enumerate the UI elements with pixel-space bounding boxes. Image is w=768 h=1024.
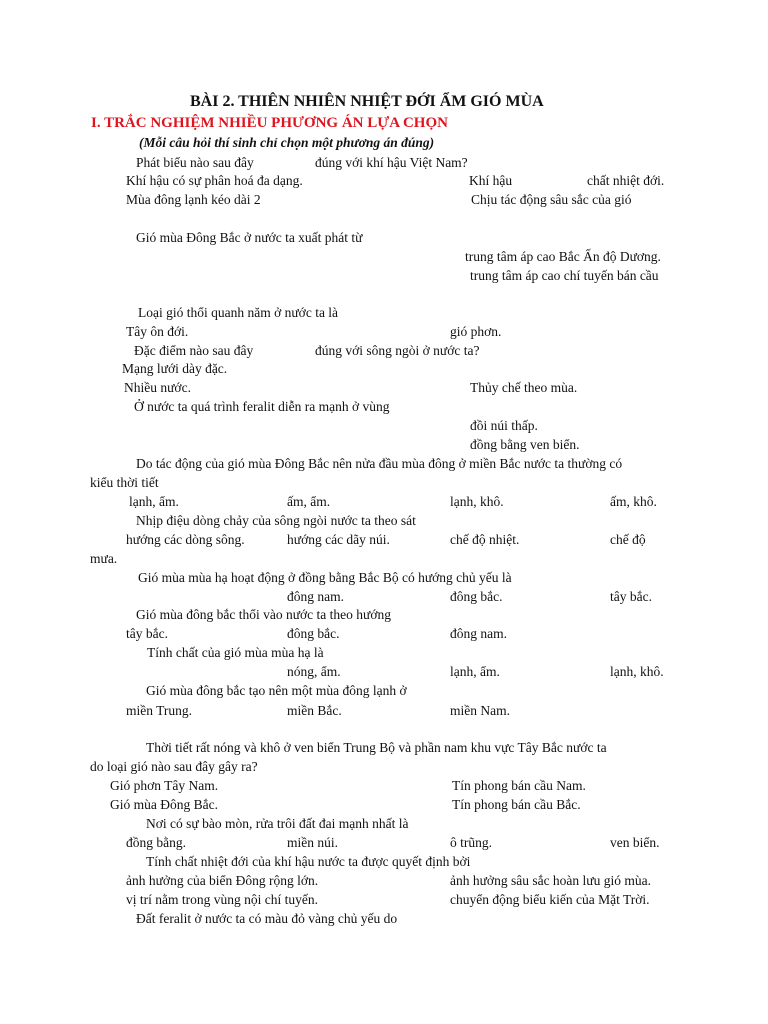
question-12-option-c: Gió mùa Đông Bắc. — [110, 797, 218, 812]
question-5-stem: Ở nước ta quá trình feralit diễn ra mạnh ở vùng — [134, 399, 390, 414]
question-1-stem-part-2: đúng với khí hậu Việt Nam? — [315, 155, 468, 170]
question-14-stem: Tính chất nhiệt đới của khí hậu nước ta được quyết định bởi — [146, 854, 471, 869]
question-9-option-c: đông nam. — [450, 626, 507, 641]
question-11-option-a: miền Trung. — [126, 703, 193, 718]
document-title: BÀI 2. THIÊN NHIÊN NHIỆT ĐỚI ẨM GIÓ MÙA — [190, 93, 544, 110]
question-8-stem: Gió mùa mùa hạ hoạt động ở đồng bằng Bắc Bộ có hướng chủ yếu là — [138, 570, 512, 585]
question-14-option-d: chuyển động biểu kiến của Mặt Trời. — [450, 892, 650, 907]
question-2-stem: Gió mùa Đông Bắc ở nước ta xuất phát từ — [136, 230, 363, 245]
question-10-option-c: lạnh, ẩm. — [450, 664, 500, 679]
question-9-option-a: tây bắc. — [126, 626, 168, 641]
question-6-option-d: ấm, khô. — [610, 494, 657, 509]
question-13-option-d: ven biển. — [610, 835, 660, 850]
question-12-option-d: Tín phong bán cầu Bắc. — [452, 797, 581, 812]
question-4-stem-part-1: Đặc điểm nào sau đây — [134, 343, 254, 358]
question-7-option-d: chế độ — [610, 532, 646, 547]
question-8-option-d: tây bắc. — [610, 589, 652, 604]
question-12-option-b: Tín phong bán cầu Nam. — [452, 778, 586, 793]
question-12-option-a: Gió phơn Tây Nam. — [110, 778, 219, 793]
question-11-option-b: miền Bắc. — [287, 703, 342, 718]
question-10-option-b: nóng, ẩm. — [287, 664, 341, 679]
question-7-option-b: hướng các dãy núi. — [287, 532, 390, 547]
question-9-option-b: đông bắc. — [287, 626, 340, 641]
question-6-option-b: ấm, ẩm. — [287, 494, 331, 509]
question-14-option-c: vị trí nằm trong vùng nội chí tuyến. — [126, 892, 318, 907]
question-7-option-a: hướng các dòng sông. — [126, 532, 245, 547]
question-6-option-c: lạnh, khô. — [450, 494, 504, 509]
section-heading: I. TRẮC NGHIỆM NHIỀU PHƯƠNG ÁN LỰA CHỌN — [91, 115, 448, 131]
question-1-option-d: Chịu tác động sâu sắc của gió — [471, 192, 632, 207]
question-14-option-b: ảnh hưởng sâu sắc hoàn lưu gió mùa. — [450, 873, 651, 888]
question-10-option-d: lạnh, khô. — [610, 664, 664, 679]
question-13-option-a: đồng bằng. — [126, 835, 186, 850]
question-4-stem-part-2: đúng với sông ngòi ở nước ta? — [315, 343, 480, 358]
question-12-stem-line-1: Thời tiết rất nóng và khô ở ven biển Trung Bộ và phần nam khu vực Tây Bắc nước ta — [146, 740, 607, 755]
question-8-option-c: đông bắc. — [450, 589, 503, 604]
question-3-stem: Loại gió thổi quanh năm ở nước ta là — [138, 305, 339, 320]
question-9-stem: Gió mùa đông bắc thổi vào nước ta theo hướng — [136, 607, 391, 622]
question-7-stem: Nhịp điệu dòng chảy của sông ngòi nước ta theo sát — [136, 513, 416, 528]
question-13-stem: Nơi có sự bào mòn, rửa trôi đất đai mạnh nhất là — [146, 816, 409, 831]
question-1-option-b-part-2: chất nhiệt đới. — [587, 173, 665, 188]
question-6-option-a: lạnh, ẩm. — [129, 494, 179, 509]
question-4-option-c: Nhiều nước. — [124, 380, 191, 395]
question-11-stem: Gió mùa đông bắc tạo nên một mùa đông lạnh ở — [146, 683, 407, 698]
question-5-option-d: đồng bằng ven biển. — [470, 437, 580, 452]
question-1-option-c: Mùa đông lạnh kéo dài 2 — [126, 192, 261, 207]
question-1-option-b-part-1: Khí hậu — [469, 173, 513, 188]
question-8-option-b: đông nam. — [287, 589, 344, 604]
question-6-stem-line-1: Do tác động của gió mùa Đông Bắc nên nửa đầu mùa đông ở miền Bắc nước ta thường có — [136, 456, 623, 471]
question-4-option-a: Mạng lưới dày đặc. — [122, 361, 228, 376]
question-2-option-b: trung tâm áp cao Bắc Ấn độ Dương. — [465, 249, 661, 264]
question-4-option-d: Thủy chế theo mùa. — [470, 380, 578, 395]
question-15-stem: Đất feralit ở nước ta có màu đỏ vàng chủ yếu do — [136, 911, 398, 926]
question-12-stem-line-2: do loại gió nào sau đây gây ra? — [90, 759, 258, 774]
question-3-option-a: Tây ôn đới. — [126, 324, 189, 339]
question-5-option-b: đồi núi thấp. — [470, 418, 538, 433]
question-11-option-c: miền Nam. — [450, 703, 510, 718]
question-14-option-a: ảnh hưởng của biển Đông rộng lớn. — [126, 873, 319, 888]
instruction-note: (Mỗi câu hỏi thí sinh chỉ chọn một phương án đúng) — [139, 135, 435, 150]
question-6-stem-line-2: kiểu thời tiết — [90, 475, 159, 490]
question-13-option-c: ô trũng. — [450, 835, 492, 850]
question-2-option-d: trung tâm áp cao chí tuyến bán cầu — [470, 268, 659, 283]
question-13-option-b: miền núi. — [287, 835, 338, 850]
question-7-option-d-continued: mưa. — [90, 551, 118, 566]
question-10-stem: Tính chất của gió mùa mùa hạ là — [147, 645, 324, 660]
question-1-stem-part-1: Phát biểu nào sau đây — [136, 155, 254, 170]
question-1-option-a: Khí hậu có sự phân hoá đa dạng. — [126, 173, 303, 188]
question-7-option-c: chế độ nhiệt. — [450, 532, 520, 547]
question-3-option-b: gió phơn. — [450, 324, 502, 339]
